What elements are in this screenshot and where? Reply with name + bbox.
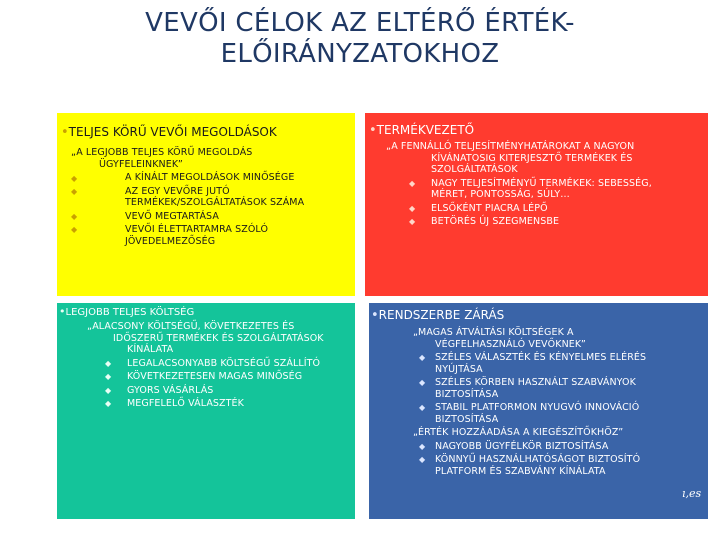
- bullet-icon: ◆: [105, 372, 112, 381]
- bullet-text: NAGY TELJESÍTMÉNYŰ TERMÉKEK: SEBESSÉG,: [431, 177, 652, 189]
- bullet-line: [71, 172, 295, 184]
- line-text: TERMÉKEK/SZOLGÁLTATÁSOK SZÁMA: [125, 197, 305, 208]
- bullet-line: [71, 358, 353, 370]
- system-lock-in-box: [369, 303, 708, 519]
- line: [383, 414, 705, 426]
- bullet-line: [71, 186, 252, 198]
- bullet-text: KÖVETKEZETESEN MAGAS MINŐSÉG: [127, 371, 303, 382]
- bullet-line: [383, 377, 705, 389]
- bullet-text: ELSŐKÉNT PIACRA LÉPŐ: [431, 202, 548, 214]
- box-heading: [371, 308, 504, 323]
- bullet-line: [383, 454, 705, 466]
- bullet-icon: ◆: [409, 217, 416, 226]
- bullet-icon: ◆: [71, 186, 78, 196]
- line: ÜGYFELEINKNEK”: [99, 158, 183, 170]
- box-heading: [59, 305, 194, 320]
- line: „A FENNÁLLÓ TELJESÍTMÉNYHATÁROKAT A NAGYON: [386, 141, 635, 152]
- line: [71, 197, 305, 209]
- bullet-icon: ◆: [419, 455, 426, 464]
- line-text: MÉRET, PONTOSSÁG, SÚLY…: [431, 189, 570, 200]
- bullet-text: MEGFELELŐ VÁLASZTÉK: [127, 398, 244, 409]
- line: „ÉRTÉK HOZZÁADÁSA A KIEGÉSZÍTŐKHÖZ”: [413, 427, 624, 438]
- box-lines: [383, 327, 705, 477]
- line: SZOLGÁLTATÁSOK: [431, 164, 518, 175]
- bullet-icon: ◆: [71, 211, 78, 221]
- bullet-text: GYORS VÁSÁRLÁS: [127, 384, 214, 396]
- bullet-icon: ◆: [409, 203, 416, 213]
- bullet-icon: ◆: [105, 358, 112, 368]
- bullet-icon: ◆: [409, 178, 416, 188]
- bullet-line: [71, 398, 353, 410]
- bullet-line: [71, 211, 252, 223]
- heading-bullet: •: [369, 123, 377, 138]
- heading-bullet: •: [371, 308, 379, 323]
- bullet-icon: ◆: [105, 399, 112, 408]
- bullet-icon: ◆: [419, 378, 426, 387]
- bullet-text: SZÉLES VÁLASZTÉK ÉS KÉNYELMES ELÉRÉS: [435, 352, 647, 363]
- line-text: NYÚJTÁSA: [435, 363, 483, 375]
- heading-text: TERMÉKVEZETŐ: [376, 123, 475, 137]
- best-total-cost-box: [57, 303, 355, 519]
- line-text: BIZTOSÍTÁSA: [435, 413, 499, 425]
- line: [383, 389, 705, 401]
- bullet-icon: ◆: [105, 385, 112, 395]
- bullet-text: LEGALACSONYABB KÖLTSÉGŰ SZÁLLÍTÓ: [127, 357, 321, 369]
- heading-bullet: •: [61, 125, 69, 140]
- box-heading: [61, 125, 277, 140]
- line: IDŐSZERŰ TERMÉKEK ÉS SZOLGÁLTATÁSOK: [113, 332, 324, 344]
- bullet-text: NAGYOBB ÜGYFÉLKÖR BIZTOSÍTÁSA: [435, 440, 609, 452]
- heading-text: LEGJOBB TELJES KÖLTSÉG: [65, 307, 195, 318]
- total-customer-solutions-box: [57, 113, 355, 296]
- heading-text: TELJES KÖRŰ VEVŐI MEGOLDÁSOK: [68, 125, 277, 139]
- box-heading: [369, 123, 474, 138]
- bullet-text: SZÉLES KÖRBEN HASZNÁLT SZABVÁNYOK: [435, 377, 636, 388]
- heading-text: RENDSZERBE ZÁRÁS: [378, 308, 505, 322]
- bullet-icon: ◆: [419, 403, 426, 412]
- slide-title-line-1: VEVŐI CÉLOK AZ ELTÉRŐ ÉRTÉK-: [145, 8, 575, 38]
- line: „A LEGJOBB TELJES KÖRŰ MEGOLDÁS: [71, 147, 253, 158]
- bullet-line: [383, 402, 705, 414]
- bullet-line: [377, 178, 702, 190]
- line-text: BIZTOSÍTÁSA: [435, 388, 499, 400]
- bullet-line: [383, 352, 705, 364]
- bullet-icon: ◆: [419, 353, 426, 362]
- slide-title-line-2: ELŐIRÁNYZATOKHOZ: [220, 39, 500, 69]
- line: „MAGAS ÁTVÁLTÁSI KÖLTSÉGEK A: [413, 327, 574, 338]
- bullet-text: A KÍNÁLT MEGOLDÁSOK MINŐSÉGE: [125, 172, 295, 183]
- line: KÍVÁNATOSIG KITERJESZTŐ TERMÉKEK ÉS: [431, 152, 633, 164]
- line: [71, 236, 252, 248]
- line: „ALACSONY KÖLTSÉGŰ, KÖVETKEZETES ÉS: [87, 321, 295, 332]
- bullet-line: [383, 441, 705, 453]
- bullet-line: [71, 385, 353, 397]
- stray-text-fragment: ı,es: [682, 487, 702, 500]
- bullet-line: [71, 371, 353, 383]
- bullet-text: AZ EGY VEVŐRE JUTÓ: [125, 185, 230, 197]
- line-text: PLATFORM ÉS SZABVÁNY KÍNÁLATA: [435, 465, 606, 477]
- bullet-line: [377, 203, 702, 215]
- line: KÍNÁLATA: [127, 344, 174, 355]
- line: [377, 189, 702, 201]
- line-text: JÖVEDELMEZŐSÉG: [125, 235, 216, 247]
- heading-bullet: •: [59, 305, 66, 318]
- bullet-icon: ◆: [419, 441, 426, 451]
- box-lines: [71, 321, 353, 410]
- bullet-line: [71, 224, 269, 236]
- bullet-text: BETÖRÉS ÚJ SZEGMENSBE: [431, 216, 560, 227]
- line: [383, 364, 705, 376]
- slide-title: [60, 8, 660, 70]
- bullet-text: STABIL PLATFORMON NYUGVÓ INNOVÁCIÓ: [435, 402, 640, 413]
- product-leader-box: [365, 113, 708, 296]
- bullet-icon: ◆: [71, 225, 78, 234]
- bullet-text: VEVŐ MEGTARTÁSA: [125, 210, 219, 222]
- box-lines: [71, 147, 305, 247]
- line: [383, 466, 705, 478]
- bullet-text: KÖNNYŰ HASZNÁLHATÓSÁGOT BIZTOSÍTÓ: [435, 454, 641, 465]
- bullet-icon: ◆: [71, 174, 78, 183]
- line: VÉGFELHASZNÁLÓ VEVŐKNEK”: [435, 338, 586, 350]
- bullet-line: [377, 216, 702, 228]
- box-lines: [377, 141, 702, 228]
- bullet-text: VEVŐI ÉLETTARTAMRA SZÓLÓ: [125, 224, 269, 235]
